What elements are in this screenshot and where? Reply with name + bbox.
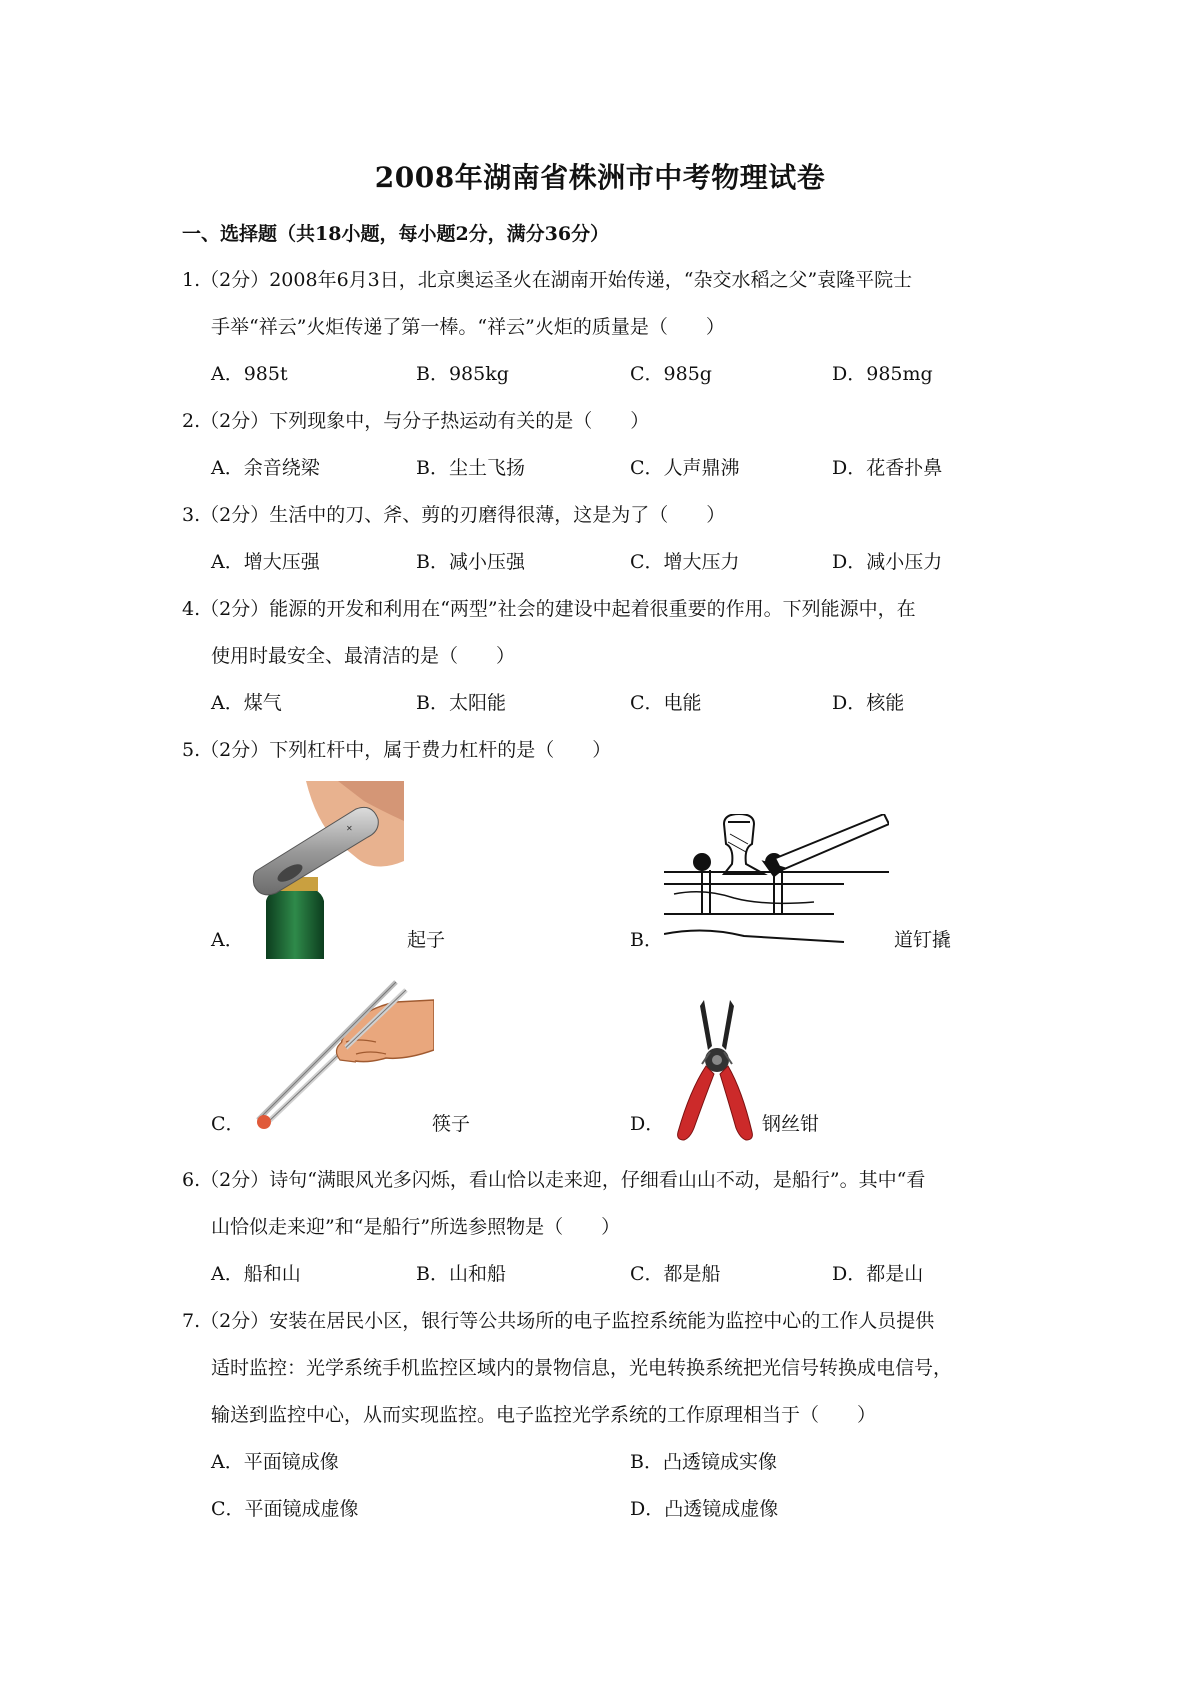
question-2-option-d[interactable]: D．花香扑鼻 — [832, 457, 943, 479]
question-3-line-1: 3.（2分）生活中的刀、斧、剪的刃磨得很薄，这是为了（ ） — [182, 504, 726, 526]
wire-pliers-icon — [670, 1000, 762, 1142]
option-letter: C． — [211, 1113, 245, 1135]
question-4-option-a[interactable]: A．煤气 — [211, 692, 282, 714]
question-6-option-d[interactable]: D．都是山 — [832, 1263, 924, 1285]
question-7-line-3: 输送到监控中心，从而实现监控。电子监控光学系统的工作原理相当于（ ） — [211, 1404, 877, 1426]
question-1-line-1: 1.（2分）2008年6月3日，北京奥运圣火在湖南开始传递，“杂交水稻之父”袁隆平院士 — [182, 269, 913, 291]
question-6-line-2: 山恰似走来迎”和“是船行”所选参照物是（ ） — [211, 1216, 621, 1238]
chopsticks-icon — [246, 980, 434, 1130]
bottle-opener-icon — [246, 781, 404, 959]
question-2-line-1: 2.（2分）下列现象中，与分子热运动有关的是（ ） — [182, 410, 650, 432]
question-7-option-a[interactable]: A．平面镜成像 — [211, 1451, 339, 1473]
question-6-option-a[interactable]: A．船和山 — [211, 1263, 301, 1285]
question-4-line-1: 4.（2分）能源的开发和利用在“两型”社会的建设中起着很重要的作用。下列能源中，在 — [182, 598, 916, 620]
question-5-option-d[interactable] — [630, 1109, 664, 1136]
question-5-option-a-caption: 起子 — [407, 929, 446, 951]
question-6-option-c[interactable]: C．都是船 — [630, 1263, 721, 1285]
question-2-option-a[interactable]: A．余音绕梁 — [211, 457, 320, 479]
question-5-option-a[interactable] — [211, 925, 244, 952]
question-5-option-d-caption: 钢丝钳 — [762, 1113, 820, 1135]
option-letter: B． — [630, 929, 663, 951]
question-4-option-b[interactable]: B．太阳能 — [416, 692, 506, 714]
question-3-option-a[interactable]: A．增大压强 — [211, 551, 320, 573]
question-7-option-d[interactable]: D．凸透镜成虚像 — [630, 1498, 779, 1520]
option-letter: A． — [211, 929, 244, 951]
svg-text:✕: ✕ — [346, 824, 353, 833]
page-title: 2008年湖南省株洲市中考物理试卷 — [374, 161, 826, 194]
section-heading: 一、选择题（共18小题，每小题2分，满分36分） — [182, 223, 610, 245]
question-1-line-2: 手举“祥云”火炬传递了第一棒。“祥云”火炬的质量是（ ） — [211, 316, 725, 338]
question-5-option-c-caption: 筷子 — [432, 1113, 471, 1135]
question-5-option-b[interactable] — [630, 925, 663, 952]
question-3-option-b[interactable]: B．减小压强 — [416, 551, 525, 573]
question-7-option-c[interactable]: C．平面镜成虚像 — [211, 1498, 359, 1520]
spike-pry-bar-icon — [664, 814, 889, 954]
question-5-option-c[interactable] — [211, 1109, 245, 1136]
question-2-option-b[interactable]: B．尘土飞扬 — [416, 457, 525, 479]
question-7-option-b[interactable]: B．凸透镜成实像 — [630, 1451, 777, 1473]
question-5-option-b-caption: 道钉撬 — [894, 929, 952, 951]
question-7-line-2: 适时监控：光学系统手机监控区域内的景物信息，光电转换系统把光信号转换成电信号， — [211, 1357, 953, 1379]
question-3-option-c[interactable]: C．增大压力 — [630, 551, 740, 573]
question-4-option-c[interactable]: C．电能 — [630, 692, 702, 714]
question-1-option-b[interactable]: B．985kg — [416, 363, 509, 385]
question-6-line-1: 6.（2分）诗句“满眼风光多闪烁，看山恰以走来迎，仔细看山山不动，是船行”。其中“看 — [182, 1169, 926, 1191]
option-letter: D． — [630, 1113, 665, 1135]
question-2-option-c[interactable]: C．人声鼎沸 — [630, 457, 740, 479]
question-5-line-1: 5.（2分）下列杠杆中，属于费力杠杆的是（ ） — [182, 739, 612, 761]
question-1-option-d[interactable]: D．985mg — [832, 363, 933, 385]
question-7-line-1: 7.（2分）安装在居民小区，银行等公共场所的电子监控系统能为监控中心的工作人员提供 — [182, 1310, 935, 1332]
question-4-option-d[interactable]: D．核能 — [832, 692, 905, 714]
question-1-option-a[interactable]: A．985t — [211, 363, 288, 385]
question-6-option-b[interactable]: B．山和船 — [416, 1263, 506, 1285]
question-3-option-d[interactable]: D．减小压力 — [832, 551, 943, 573]
question-4-line-2: 使用时最安全、最清洁的是（ ） — [211, 645, 516, 667]
question-1-option-c[interactable]: C．985g — [630, 363, 712, 385]
